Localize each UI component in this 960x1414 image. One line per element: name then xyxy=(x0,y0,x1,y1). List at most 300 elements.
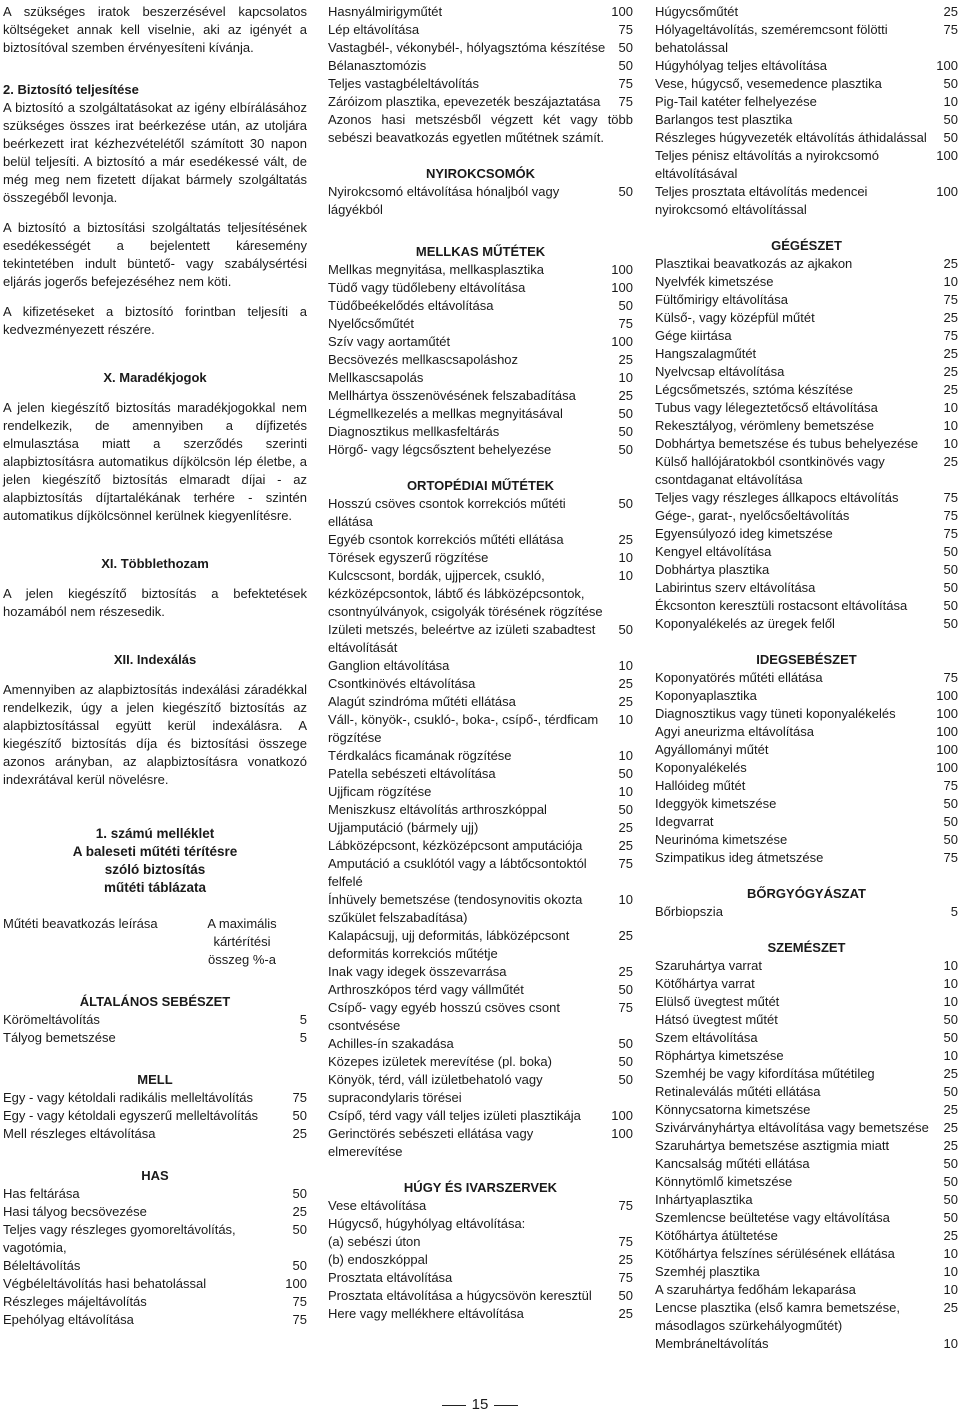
table-row xyxy=(655,777,958,795)
table-row xyxy=(328,837,633,855)
compensation-percent: 25 xyxy=(943,1138,958,1153)
mell-list xyxy=(3,1089,307,1143)
table-row xyxy=(328,351,633,369)
compensation-percent: 50 xyxy=(943,1174,958,1189)
compensation-percent: 50 xyxy=(618,766,633,781)
compensation-percent: 50 xyxy=(943,1012,958,1027)
procedure-name: Gerinctörés sebészeti ellátása vagy elmerevítése xyxy=(328,1126,534,1159)
compensation-percent: 50 xyxy=(618,298,633,313)
procedure-name: Hangszalagműtét xyxy=(655,346,757,361)
procedure-name: Hasnyálmirigyműtét xyxy=(328,4,443,19)
table-row xyxy=(328,1269,633,1287)
borgyogy-list xyxy=(655,903,958,921)
procedure-name: Egy - vagy kétoldali radikális melleltávolítás xyxy=(3,1090,253,1105)
compensation-percent: 75 xyxy=(943,22,958,37)
table-row xyxy=(328,1107,633,1125)
table-row xyxy=(655,831,958,849)
table-row xyxy=(328,711,633,747)
compensation-percent: 50 xyxy=(618,802,633,817)
table-row xyxy=(655,1209,958,1227)
intro-paragraph: A szükséges iratok beszerzésével kapcsolatos költségeket annak kell viselnie, aki az igényét a biztosítóval szemben érvényesíteni kívánja. xyxy=(3,4,307,55)
procedure-name: Gége kiirtása xyxy=(655,328,732,343)
section-altalanos-title: ÁLTALÁNOS SEBÉSZET xyxy=(79,994,231,1009)
table-row xyxy=(655,1101,958,1119)
compensation-percent: 50 xyxy=(292,1222,307,1237)
table-row xyxy=(655,129,958,147)
hugy-label: Húgycső, húgyhólyag eltávolítása: xyxy=(328,1216,526,1231)
procedure-name: Tályog bemetszése xyxy=(3,1030,116,1045)
page-number-value: 15 xyxy=(471,1396,489,1413)
table-row xyxy=(655,723,958,741)
table-row xyxy=(3,1221,307,1257)
procedure-name: Egyensúlyozó ideg kimetszése xyxy=(655,526,833,541)
procedure-name: Szemlencse beültetése vagy eltávolítása xyxy=(655,1210,890,1225)
annex-line-4: műtéti táblázata xyxy=(103,880,207,895)
compensation-percent: 10 xyxy=(618,370,633,385)
procedure-name: Elülső üvegtest műtét xyxy=(655,994,780,1009)
procedure-name: Kulcscsont, bordák, ujjpercek, csukló, kézközépcsontok, lábtő és lábközépcsontok, csontnyúlványok, csigolyák törésének rögzítése xyxy=(328,568,603,619)
procedure-name: Hólyageltávolítás, szeméremcsont fölötti behatolással xyxy=(655,22,888,55)
table-row xyxy=(655,1137,958,1155)
section-gege-title: GÉGÉSZET xyxy=(771,238,842,253)
compensation-percent: 50 xyxy=(943,1210,958,1225)
table-row xyxy=(328,1071,633,1107)
mellkas-list xyxy=(328,261,633,459)
compensation-percent: 50 xyxy=(618,1036,633,1051)
procedure-name: Here vagy mellékhere eltávolítása xyxy=(328,1306,524,1321)
compensation-percent: 10 xyxy=(618,658,633,673)
table-row xyxy=(655,1263,958,1281)
compensation-percent: 10 xyxy=(943,94,958,109)
hugy-list-a xyxy=(328,1197,633,1215)
table-row xyxy=(328,39,633,57)
procedure-name: Teljes vagy részleges állkapocs eltávolítás xyxy=(655,490,899,505)
procedure-name: Lábközépcsont, kézközépcsont amputációja xyxy=(328,838,583,853)
section-xi-paragraph: A jelen kiegészítő biztosítás a befektetések hozamából nem részesedik. xyxy=(3,586,307,619)
table-row xyxy=(328,183,633,219)
procedure-name: Fültőmirigy eltávolítása xyxy=(655,292,788,307)
procedure-name: Vese eltávolítása xyxy=(328,1198,427,1213)
compensation-percent: 25 xyxy=(618,352,633,367)
compensation-percent: 10 xyxy=(618,748,633,763)
compensation-percent: 25 xyxy=(943,4,958,19)
compensation-percent: 75 xyxy=(618,1000,633,1015)
compensation-percent: 5 xyxy=(299,1030,307,1045)
column-right xyxy=(655,3,958,1353)
compensation-percent: 75 xyxy=(618,76,633,91)
procedure-name: Egy - vagy kétoldali egyszerű melleltávolítás xyxy=(3,1108,259,1123)
compensation-percent: 50 xyxy=(943,832,958,847)
table-row xyxy=(3,1203,307,1221)
procedure-name: Törések egyszerű rögzítése xyxy=(328,550,489,565)
table-row xyxy=(328,693,633,711)
hugy-list-b xyxy=(328,1233,633,1323)
compensation-percent: 25 xyxy=(618,964,633,979)
table-row xyxy=(328,549,633,567)
table-row xyxy=(328,747,633,765)
table-row xyxy=(655,147,958,183)
table-row xyxy=(655,507,958,525)
table-row xyxy=(655,489,958,507)
procedure-name: Agyállományi műtét xyxy=(655,742,769,757)
procedure-name: Hallóideg műtét xyxy=(655,778,746,793)
compensation-percent: 5 xyxy=(299,1012,307,1027)
procedure-name: Röphártya kimetszése xyxy=(655,1048,784,1063)
compensation-percent: 50 xyxy=(618,622,633,637)
column-middle xyxy=(328,3,633,1323)
procedure-name: Részleges májeltávolítás xyxy=(3,1294,147,1309)
table-row xyxy=(655,1047,958,1065)
procedure-name: Bőrbiopszia xyxy=(655,904,723,919)
compensation-percent: 50 xyxy=(292,1186,307,1201)
procedure-name: Szivárványhártya eltávolítása vagy bemetszése xyxy=(655,1120,929,1135)
compensation-percent: 50 xyxy=(943,616,958,631)
compensation-percent: 50 xyxy=(292,1108,307,1123)
annex-line-2: A baleseti műtéti térítésre xyxy=(72,844,238,859)
compensation-percent: 100 xyxy=(611,1126,633,1141)
table-row xyxy=(328,21,633,39)
procedure-name: Labirintus szerv eltávolítása xyxy=(655,580,816,595)
procedure-name: Kötőhártya átültetése xyxy=(655,1228,778,1243)
procedure-name: Ékcsonton keresztüli rostacsont eltávolítása xyxy=(655,598,908,613)
compensation-percent: 10 xyxy=(943,976,958,991)
compensation-percent: 50 xyxy=(943,1156,958,1171)
procedure-name: Dobhártya bemetszése és tubus behelyezése xyxy=(655,436,919,451)
procedure-name: Részleges húgyvezeték eltávolítás áthidalással xyxy=(655,130,927,145)
compensation-percent: 75 xyxy=(943,508,958,523)
table-row xyxy=(655,417,958,435)
procedure-name: Prosztata eltávolítása xyxy=(328,1270,453,1285)
table-row xyxy=(655,57,958,75)
compensation-percent: 25 xyxy=(618,388,633,403)
table-row xyxy=(328,93,633,111)
compensation-percent: 100 xyxy=(936,706,958,721)
procedure-name: Légcsőmetszés, sztóma készítése xyxy=(655,382,853,397)
compensation-percent: 10 xyxy=(618,784,633,799)
procedure-name: Légmellkezelés a mellkas megnyitásával xyxy=(328,406,563,421)
table-row xyxy=(655,1065,958,1083)
compensation-percent: 75 xyxy=(618,316,633,331)
table-row xyxy=(655,615,958,633)
procedure-name: Pig-Tail katéter felhelyezése xyxy=(655,94,817,109)
table-row xyxy=(328,57,633,75)
table-row xyxy=(655,741,958,759)
table-header-amount xyxy=(177,915,307,969)
compensation-percent: 100 xyxy=(936,148,958,163)
table-row xyxy=(328,1125,633,1161)
compensation-percent: 50 xyxy=(292,1258,307,1273)
table-row xyxy=(328,891,633,927)
compensation-percent: 25 xyxy=(618,820,633,835)
compensation-percent: 25 xyxy=(943,1102,958,1117)
annex-line-3: szóló biztosítás xyxy=(104,862,206,877)
table-row xyxy=(655,291,958,309)
compensation-percent: 75 xyxy=(618,856,633,871)
procedure-name: Hörgő- vagy légcsősztent behelyezése xyxy=(328,442,552,457)
compensation-percent: 75 xyxy=(292,1312,307,1327)
section-2-paragraph-2: A biztosító a biztosítási szolgáltatás teljesítésének esedékességét a bejelentett káresemény tekintetében indult büntető- vagy szabálysértési eljárás jogerős befejezéséhez nem köti. xyxy=(3,220,307,289)
compensation-percent: 25 xyxy=(943,256,958,271)
compensation-percent: 100 xyxy=(936,688,958,703)
procedure-name: Mellkascsapolás xyxy=(328,370,424,385)
abdominal-note: Azonos hasi metszésből végzett két vagy több sebészi beavatkozás egyetlen műtétnek számít. xyxy=(328,112,633,145)
procedure-name: Záróizom plasztika, epevezeték beszájaztatása xyxy=(328,94,601,109)
column-left xyxy=(3,3,307,1329)
compensation-percent: 50 xyxy=(943,1030,958,1045)
table-row xyxy=(328,423,633,441)
annex-title xyxy=(3,825,307,897)
table-row xyxy=(328,405,633,423)
compensation-percent: 100 xyxy=(611,4,633,19)
procedure-name: Ujjficam rögzítése xyxy=(328,784,432,799)
table-row xyxy=(655,561,958,579)
compensation-percent: 25 xyxy=(943,346,958,361)
procedure-name: Inhártyaplasztika xyxy=(655,1192,753,1207)
table-row xyxy=(328,801,633,819)
procedure-name: Kancsalság műtéti ellátása xyxy=(655,1156,810,1171)
section-borgyogy-title: BŐRGYÓGYÁSZAT xyxy=(747,886,866,901)
table-row xyxy=(655,1299,958,1335)
section-xii-title: XII. Indexálás xyxy=(113,652,197,667)
table-row xyxy=(328,657,633,675)
table-row xyxy=(655,687,958,705)
ideg-list xyxy=(655,669,958,867)
table-row xyxy=(655,1191,958,1209)
procedure-name: Váll-, könyök-, csukló-, boka-, csípő-, térdficam rögzítése xyxy=(328,712,599,745)
table-row xyxy=(328,261,633,279)
table-row xyxy=(655,669,958,687)
compensation-percent: 100 xyxy=(936,760,958,775)
table-row xyxy=(3,1107,307,1125)
procedure-name: Csípő- vagy egyéb hosszú csöves csont csontvésése xyxy=(328,1000,560,1033)
procedure-name: Koponyalékelés az üregek felől xyxy=(655,616,835,631)
procedure-name: Szív vagy aortaműtét xyxy=(328,334,451,349)
has-continued-list xyxy=(328,3,633,111)
nyirok-list xyxy=(328,183,633,219)
table-row xyxy=(328,621,633,657)
compensation-percent: 75 xyxy=(943,490,958,505)
procedure-name: Csontkinövés eltávolítása xyxy=(328,676,476,691)
compensation-percent: 10 xyxy=(618,568,633,583)
compensation-percent: 50 xyxy=(618,442,633,457)
section-xi-title: XI. Többlethozam xyxy=(101,556,209,571)
procedure-name: Egyéb csontok korrekciós műtéti ellátása xyxy=(328,532,564,547)
compensation-percent: 50 xyxy=(618,406,633,421)
compensation-percent: 100 xyxy=(936,742,958,757)
procedure-name: Szaruhártya varrat xyxy=(655,958,762,973)
procedure-name: Tüdő vagy tüdőlebeny eltávolítása xyxy=(328,280,526,295)
section-szem-title: SZEMÉSZET xyxy=(767,940,846,955)
procedure-name: Nyelvcsap eltávolítása xyxy=(655,364,785,379)
section-mellkas-title: MELLKAS MŰTÉTEK xyxy=(415,244,546,259)
procedure-name: Lencse plasztika (első kamra bemetszése, másodlagos szürkehályogműtét) xyxy=(655,1300,900,1333)
table-row xyxy=(655,75,958,93)
compensation-percent: 50 xyxy=(618,1072,633,1087)
compensation-percent: 50 xyxy=(618,424,633,439)
table-row xyxy=(3,1011,307,1029)
table-row xyxy=(328,675,633,693)
table-row xyxy=(328,333,633,351)
has-list xyxy=(3,1185,307,1329)
compensation-percent: 100 xyxy=(611,280,633,295)
procedure-name: Szimpatikus ideg átmetszése xyxy=(655,850,824,865)
compensation-percent: 75 xyxy=(943,850,958,865)
table-row xyxy=(3,1257,307,1275)
procedure-name: Teljes prosztata eltávolítás medencei nyirokcsomó eltávolítással xyxy=(655,184,868,217)
page-number-dash-right xyxy=(494,1405,518,1406)
procedure-name: Húgyhólyag teljes eltávolítása xyxy=(655,58,827,73)
table-row xyxy=(655,975,958,993)
table-row xyxy=(3,1125,307,1143)
compensation-percent: 75 xyxy=(292,1090,307,1105)
compensation-percent: 10 xyxy=(943,1264,958,1279)
compensation-percent: 75 xyxy=(618,1234,633,1249)
table-row xyxy=(655,183,958,219)
compensation-percent: 10 xyxy=(943,274,958,289)
compensation-percent: 100 xyxy=(936,58,958,73)
compensation-percent: 75 xyxy=(292,1294,307,1309)
table-row xyxy=(655,93,958,111)
compensation-percent: 10 xyxy=(943,1246,958,1261)
compensation-percent: 25 xyxy=(943,1228,958,1243)
procedure-name: Tüdőbeékelődés eltávolítása xyxy=(328,298,494,313)
procedure-name: Végbéleltávolítás hasi behatolással xyxy=(3,1276,207,1291)
procedure-name: Nyirokcsomó eltávolítása hónaljból vagy lágyékból xyxy=(328,184,560,217)
table-row xyxy=(655,273,958,291)
table-row xyxy=(655,309,958,327)
table-row xyxy=(328,999,633,1035)
compensation-percent: 25 xyxy=(943,1066,958,1081)
procedure-name: Achilles-ín szakadása xyxy=(328,1036,454,1051)
table-row xyxy=(328,1233,633,1251)
compensation-percent: 5 xyxy=(950,904,958,919)
table-row xyxy=(655,813,958,831)
compensation-percent: 75 xyxy=(943,292,958,307)
compensation-percent: 100 xyxy=(611,1108,633,1123)
section-hugy-title: HÚGY ÉS IVARSZERVEK xyxy=(403,1180,558,1195)
compensation-percent: 25 xyxy=(943,454,958,469)
compensation-percent: 75 xyxy=(943,778,958,793)
procedure-name: Kötőhártya felszínes sérülésének ellátása xyxy=(655,1246,895,1261)
table-row xyxy=(328,927,633,963)
table-header-description: Műtéti beavatkozás leírása xyxy=(3,916,158,931)
table-row xyxy=(3,1293,307,1311)
procedure-name: Amputáció a csuklótól vagy a lábtőcsontoktól felfelé xyxy=(328,856,587,889)
table-row xyxy=(328,441,633,459)
compensation-percent: 25 xyxy=(943,382,958,397)
procedure-name: Ganglion eltávolítása xyxy=(328,658,450,673)
table-row xyxy=(655,1281,958,1299)
table-row xyxy=(655,363,958,381)
compensation-percent: 25 xyxy=(943,310,958,325)
procedure-name: Agyi aneurizma eltávolítása xyxy=(655,724,814,739)
compensation-percent: 50 xyxy=(943,580,958,595)
table-row xyxy=(655,453,958,489)
procedure-name: Becsövezés mellkascsapoláshoz xyxy=(328,352,519,367)
procedure-name: (b) endoszkóppal xyxy=(328,1252,428,1267)
procedure-name: Epehólyag eltávolítása xyxy=(3,1312,134,1327)
orto-list xyxy=(328,495,633,1161)
procedure-name: Teljes vastagbéleltávolítás xyxy=(328,76,480,91)
compensation-percent: 10 xyxy=(943,418,958,433)
table-row xyxy=(3,1275,307,1293)
table-row xyxy=(328,3,633,21)
compensation-percent: 50 xyxy=(943,1192,958,1207)
procedure-name: Vastagbél-, vékonybél-, hólyagsztóma készítése xyxy=(328,40,606,55)
procedure-name: Dobhártya plasztika xyxy=(655,562,770,577)
section-mell-title: MELL xyxy=(137,1072,173,1087)
procedure-name: Külső-, vagy középfül műtét xyxy=(655,310,815,325)
compensation-percent: 25 xyxy=(943,364,958,379)
procedure-name: Ideggyök kimetszése xyxy=(655,796,777,811)
compensation-percent: 100 xyxy=(611,262,633,277)
compensation-percent: 75 xyxy=(943,526,958,541)
procedure-name: Barlangos test plasztika xyxy=(655,112,793,127)
compensation-percent: 100 xyxy=(611,334,633,349)
compensation-percent: 25 xyxy=(292,1126,307,1141)
gege-list xyxy=(655,255,958,633)
procedure-name: Koponyalékelés xyxy=(655,760,747,775)
procedure-name: Alagút szindróma műtéti ellátása xyxy=(328,694,516,709)
compensation-percent: 10 xyxy=(943,400,958,415)
section-xii-paragraph: Amennyiben az alapbiztosítás indexálási záradékkal rendelkezik, úgy a jelen kiegészítő biztosítás az alapbiztosítással együtt kerül indexálásra. A kiegészítő biztosítás díja és biztosítási összege azonos arányban, az alapbiztosításra vonatkozó indexrátával kerül növelésre. xyxy=(3,682,307,787)
compensation-percent: 50 xyxy=(618,1288,633,1303)
compensation-percent: 10 xyxy=(943,1048,958,1063)
szem-list xyxy=(655,957,958,1353)
compensation-percent: 25 xyxy=(618,928,633,943)
procedure-name: Mellkas megnyitása, mellkasplasztika xyxy=(328,262,545,277)
compensation-percent: 50 xyxy=(943,112,958,127)
section-2-paragraph-3: A kifizetéseket a biztosító forintban teljesíti a kedvezményezett részére. xyxy=(3,304,307,337)
compensation-percent: 10 xyxy=(943,1282,958,1297)
table-header-amount-line-1: A maximális xyxy=(207,916,277,931)
procedure-name: Külső hallójáratokból csontkinövés vagy csontdaganat eltávolítása xyxy=(655,454,885,487)
procedure-name: Diagnosztikus vagy tüneti koponyalékelés xyxy=(655,706,896,721)
table-row xyxy=(655,957,958,975)
compensation-percent: 10 xyxy=(943,1336,958,1351)
section-x-title: X. Maradékjogok xyxy=(103,370,207,385)
procedure-name: Ínhüvely bemetszése (tendosynovitis okozta szűkület felszabadítása) xyxy=(328,892,583,925)
procedure-name: Közepes izületek merevítése (pl. boka) xyxy=(328,1054,552,1069)
compensation-percent: 50 xyxy=(943,1084,958,1099)
table-row xyxy=(3,1185,307,1203)
compensation-percent: 10 xyxy=(618,712,633,727)
procedure-name: Csípő, térd vagy váll teljes izületi plasztikája xyxy=(328,1108,581,1123)
compensation-percent: 75 xyxy=(618,1270,633,1285)
table-row xyxy=(655,255,958,273)
procedure-name: Szaruhártya bemetszése asztigmia miatt xyxy=(655,1138,890,1153)
section-nyirok-title: NYIROKCSOMÓK xyxy=(425,166,536,181)
procedure-name: Patella sebészeti eltávolítása xyxy=(328,766,496,781)
table-row xyxy=(655,3,958,21)
procedure-name: Kalapácsujj, ujj deformitás, lábközépcsont deformitás korrekciós műtétje xyxy=(328,928,570,961)
procedure-name: Hasi tályog becsövezése xyxy=(3,1204,147,1219)
table-row xyxy=(655,1029,958,1047)
table-row xyxy=(328,783,633,801)
compensation-percent: 75 xyxy=(943,328,958,343)
procedure-name: Teljes vagy részleges gyomoreltávolítás, vagotómia, xyxy=(3,1222,236,1255)
procedure-name: Könyök, térd, váll izületbehatoló vagy supracondylaris törései xyxy=(328,1072,543,1105)
hugy-continued-list xyxy=(655,3,958,219)
table-row xyxy=(328,963,633,981)
compensation-percent: 100 xyxy=(285,1276,307,1291)
procedure-name: Diagnosztikus mellkasfeltárás xyxy=(328,424,500,439)
procedure-name: Hosszú csöves csontok korrekciós műtéti ellátása xyxy=(328,496,566,529)
procedure-name: A szaruhártya fedőhám lekaparása xyxy=(655,1282,856,1297)
compensation-percent: 50 xyxy=(618,1054,633,1069)
table-row xyxy=(3,1089,307,1107)
table-row xyxy=(655,795,958,813)
